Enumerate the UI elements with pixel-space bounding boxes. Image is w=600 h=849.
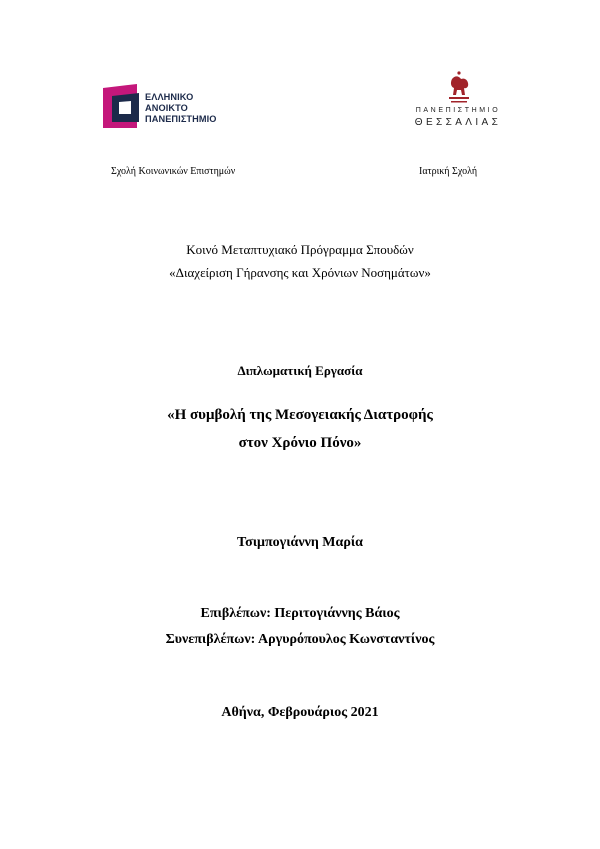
uth-logo	[408, 70, 508, 136]
hou-logo-line: ΑΝΟΙΚΤΟ	[145, 103, 188, 113]
place-date: Αθήνα, Φεβρουάριος 2021	[221, 705, 379, 720]
school-social-sciences: Σχολή Κοινωνικών Επιστημών	[111, 166, 236, 177]
hou-logo-line: ΠΑΝΕΠΙΣΤΗΜΙΟ	[145, 114, 217, 124]
hou-logo	[101, 80, 231, 132]
thesis-type: Διπλωματική Εργασία	[237, 363, 363, 378]
uth-logo-line2: ΘΕΣΣΑΛΙΑΣ	[414, 117, 502, 128]
school-medicine: Ιατρική Σχολή	[419, 166, 478, 177]
hou-logo-mark-icon	[101, 82, 143, 130]
uth-logo-line1: ΠΑΝΕΠΙΣΤΗΜΙΟ	[415, 107, 501, 114]
thesis-title-line2: στον Χρόνιο Πόνο»	[238, 435, 362, 451]
co-supervisor: Συνεπιβλέπων: Αργυρόπουλος Κωνσταντίνος	[165, 632, 435, 647]
program-title: Κοινό Μεταπτυχιακό Πρόγραμμα Σπουδών	[186, 242, 414, 257]
hou-logo-line: ΕΛΛΗΝΙΚΟ	[145, 92, 194, 102]
hou-logo-text	[145, 92, 217, 125]
thesis-title-line1: «Η συμβολή της Μεσογειακής Διατροφής	[167, 407, 433, 423]
horse-emblem-icon	[444, 70, 474, 107]
author-name: Τσιμπογιάννη Μαρία	[237, 535, 363, 550]
program-subtitle: «Διαχείριση Γήρανσης και Χρόνιων Νοσημάτων»	[169, 265, 431, 280]
supervisor: Επιβλέπων: Περιτογιάννης Βάιος	[200, 606, 400, 621]
